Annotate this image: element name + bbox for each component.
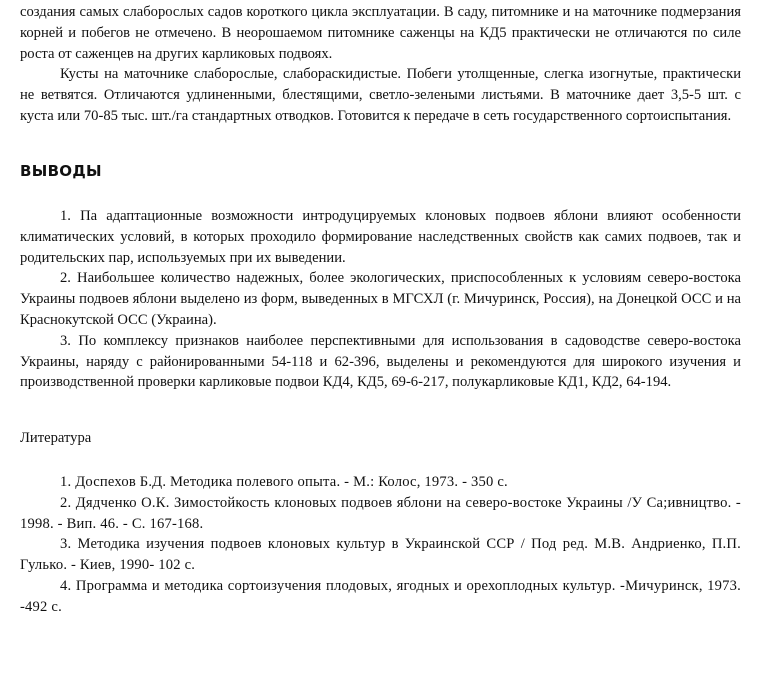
references-list <box>20 472 741 618</box>
intro-paragraph-continued: создания самых слаборослых садов короткого цикла эксплуатации. В саду, питомнике и на маточнике подмерзания корней и побегов не отмечено. В неорошаемом питомнике саженцы на КД5 практически не отличаются по силе роста от саженцев на других карликовых подвоях. <box>20 4 741 62</box>
conclusion-item-1: 1. Па адаптационные возможности интродуцируемых клоновых подвоев яблони влияют особенности климатических условий, в которых проходило формирование наследственных свойств как самих подвоев, так и родительских пар, используемых при их выведении. <box>20 208 741 266</box>
conclusion-item-3: 3. По комплексу признаков наиболее перспективными для использования в садоводстве северо-востока Украины, наряду с районированными 54-118 и 62-396, выделены и рекомендуются для широкого изучения и производственной проверки карликовые подвои КД4, КД5, 69-6-217, полукарликовые КД1, КД2, 64-194. <box>20 332 741 391</box>
conclusion-item-2: 2. Наибольшее количество надежных, более экологических, приспособленных к условиям северо-востока Украины подвоев яблони выделено из форм, выведенных в МГСХЛ (г. Мичуринск, Россия), на Донецкой ОСС и на Краснокутской ОСС (Украина). <box>20 270 741 328</box>
conclusions-list <box>20 206 741 393</box>
intro-section <box>20 2 741 127</box>
reference-item-1: 1. Доспехов Б.Д. Методика полевого опыта. - М.: Колос, 1973. - 350 с. <box>60 474 508 490</box>
reference-item-2: 2. Дядченко О.К. Зимостойкость клоновых подвоев яблони на северо-востоке Украины /У Са;ивництво. - 1998. - Вип. 46. - С. 167-168. <box>20 494 741 532</box>
literature-title: Литература <box>20 430 92 446</box>
intro-paragraph-2: Кусты на маточнике слаборослые, слабораскидистые. Побеги утолщенные, слегка изогнутые, практически не ветвятся. Отличаются удлиненными, блестящими, светло-зелеными листьями. В маточнике дает 3,5-5 шт. с куста или 70-85 тыс. шт./га стандартных отводков. Готовится к передаче в сеть государственного сортоиспытания. <box>20 66 741 124</box>
reference-item-4: 4. Программа и методика сортоизучения плодовых, ягодных и орехоплодных культур. -Мичуринск, 1973. -492 с. <box>20 577 741 615</box>
conclusions-heading: ВЫВОДЫ <box>20 162 102 180</box>
reference-item-3: 3. Методика изучения подвоев клоновых культур в Украинской ССР / Под ред. М.В. Андриенко, П.П. Гулько. - Киев, 1990- 102 с. <box>20 536 741 574</box>
